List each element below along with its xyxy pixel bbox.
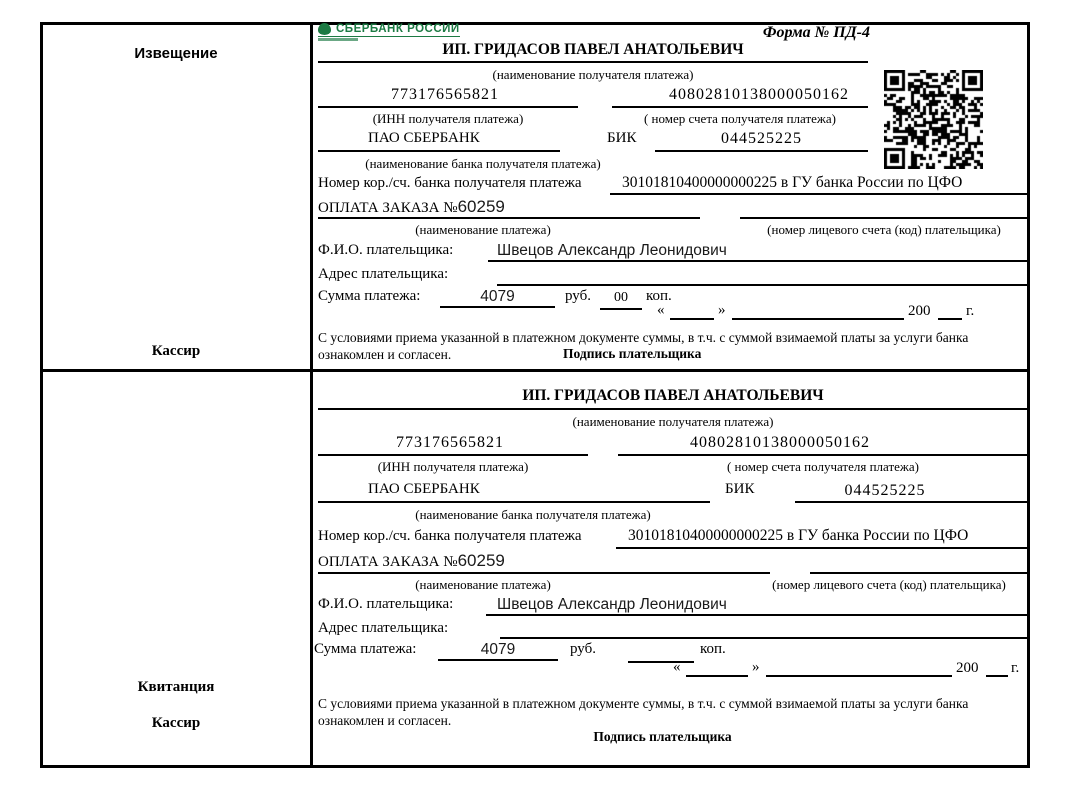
field-underline [486, 614, 1028, 616]
field-underline [655, 150, 868, 152]
bank-name: ПАО СБЕРБАНК [368, 130, 480, 146]
corr-account-value: 30101810400000000225 в ГУ банка России по ЦФО [628, 527, 969, 544]
field-underline [938, 318, 962, 320]
payer-name-label: Ф.И.О. плательщика: [318, 242, 454, 258]
cashier-label-receipt: Кассир [151, 715, 201, 731]
payer-address-label: Адрес плательщика: [318, 266, 449, 282]
field-underline [618, 454, 1028, 456]
disclaimer-line1: С условиями приема указанной в платежном документе суммы, в т.ч. с суммой взимаемой платы за услуги банка [318, 696, 969, 711]
account-caption: ( номер счета получателя платежа) [726, 459, 920, 474]
sum-kop-value: 00 [600, 290, 642, 310]
field-underline [318, 217, 700, 219]
date-quote-open: « [657, 302, 665, 318]
sberbank-logo-text: СБЕРБАНК РОССИИ [336, 23, 460, 35]
payment-name-caption: (наименование платежа) [415, 577, 551, 592]
order-number-value: 60259 [457, 197, 505, 216]
field-underline [766, 675, 952, 677]
column-divider [310, 22, 313, 768]
account-caption: ( номер счета получателя платежа) [643, 111, 837, 126]
payment-purpose [318, 552, 505, 571]
payment-purpose-label: ОПЛАТА ЗАКАЗА № [318, 200, 458, 216]
field-underline [795, 501, 1028, 503]
field-underline [612, 106, 868, 108]
disclaimer-line2: ознакомлен и согласен. [318, 347, 452, 362]
signature-label-receipt: Подпись плательщика [593, 729, 732, 744]
corr-account-label: Номер кор./сч. банка получателя платежа [318, 175, 582, 191]
date-quote-close: » [752, 659, 760, 675]
field-underline [318, 572, 770, 574]
sum-label: Сумма платежа: [314, 641, 417, 657]
field-underline [610, 193, 1028, 195]
sum-kop-value [628, 643, 694, 663]
payment-purpose-label: ОПЛАТА ЗАКАЗА № [318, 554, 458, 570]
receipt-label: Квитанция [137, 679, 215, 695]
field-underline [318, 454, 588, 456]
inn-caption: (ИНН получателя платежа) [372, 111, 524, 126]
date-quote-open: « [673, 659, 681, 675]
field-underline [616, 547, 1028, 549]
inn-value: 773176565821 [391, 86, 499, 103]
bank-caption: (наименование банка получателя платежа) [415, 507, 651, 522]
disclaimer-line1: С условиями приема указанной в платежном документе суммы, в т.ч. с суммой взимаемой платы за услуги банка [318, 330, 969, 345]
disclaimer-line2: ознакомлен и согласен. [318, 713, 452, 728]
bik-value: 044525225 [721, 130, 802, 147]
inn-value: 773176565821 [396, 434, 504, 451]
field-underline [500, 637, 1028, 639]
kop-label: коп. [700, 641, 726, 657]
personal-account-caption: (номер лицевого счета (код) плательщика) [767, 222, 1001, 237]
payer-name-value: Швецов Александр Леонидович [497, 596, 727, 613]
signature-label-notice: Подпись плательщика [563, 346, 702, 361]
payer-name-value: Швецов Александр Леонидович [497, 242, 727, 259]
payment-purpose [318, 198, 505, 217]
bank-caption: (наименование банка получателя платежа) [365, 156, 601, 171]
form-number-label: Форма № ПД-4 [762, 24, 870, 41]
personal-account-caption: (номер лицевого счета (код) плательщика) [772, 577, 1006, 592]
corr-account-label: Номер кор./сч. банка получателя платежа [318, 528, 582, 544]
field-underline [318, 150, 560, 152]
recipient-name: ИП. ГРИДАСОВ ПАВЕЛ АНАТОЛЬЕВИЧ [442, 41, 744, 58]
year-suffix: г. [966, 303, 975, 319]
sum-label: Сумма платежа: [318, 288, 421, 304]
field-underline [986, 675, 1008, 677]
field-underline [318, 106, 578, 108]
sberbank-logo-icon [318, 23, 331, 35]
bank-name: ПАО СБЕРБАНК [368, 481, 480, 497]
recipient-caption: (наименование получателя платежа) [572, 414, 774, 429]
bik-value: 044525225 [844, 482, 926, 499]
section-divider [40, 369, 1030, 372]
qr-code [884, 70, 983, 169]
field-underline [810, 572, 1028, 574]
payment-name-caption: (наименование платежа) [415, 222, 551, 237]
recipient-caption: (наименование получателя платежа) [492, 67, 694, 82]
year-suffix: г. [1011, 660, 1020, 676]
payer-address-label: Адрес плательщика: [318, 620, 449, 636]
order-number-value: 60259 [457, 551, 505, 570]
cashier-label-notice: Кассир [151, 343, 201, 359]
field-underline [497, 284, 1028, 286]
sberbank-logo [318, 23, 460, 41]
inn-caption: (ИНН получателя платежа) [377, 459, 529, 474]
year-label: 200 [908, 303, 931, 319]
rub-label: руб. [565, 288, 591, 304]
date-quote-close: » [718, 302, 726, 318]
field-underline [318, 501, 710, 503]
rub-label: руб. [570, 641, 596, 657]
bik-label: БИК [725, 481, 755, 497]
recipient-name: ИП. ГРИДАСОВ ПАВЕЛ АНАТОЛЬЕВИЧ [522, 387, 824, 404]
bik-label: БИК [607, 130, 637, 146]
field-underline [318, 408, 1028, 410]
kop-label: коп. [646, 288, 672, 304]
corr-account-value: 30101810400000000225 в ГУ банка России по ЦФО [622, 174, 963, 191]
field-underline [740, 217, 1028, 219]
account-value: 40802810138000050162 [669, 86, 849, 103]
year-label: 200 [956, 660, 979, 676]
field-underline [732, 318, 904, 320]
sum-rub-value: 4079 [438, 641, 558, 661]
field-underline [488, 260, 1028, 262]
notice-label: Извещение [134, 45, 218, 62]
account-value: 40802810138000050162 [690, 434, 870, 451]
sum-rub-value: 4079 [440, 288, 555, 308]
field-underline [318, 61, 868, 63]
field-underline [670, 318, 714, 320]
field-underline [686, 675, 748, 677]
payer-name-label: Ф.И.О. плательщика: [318, 596, 454, 612]
